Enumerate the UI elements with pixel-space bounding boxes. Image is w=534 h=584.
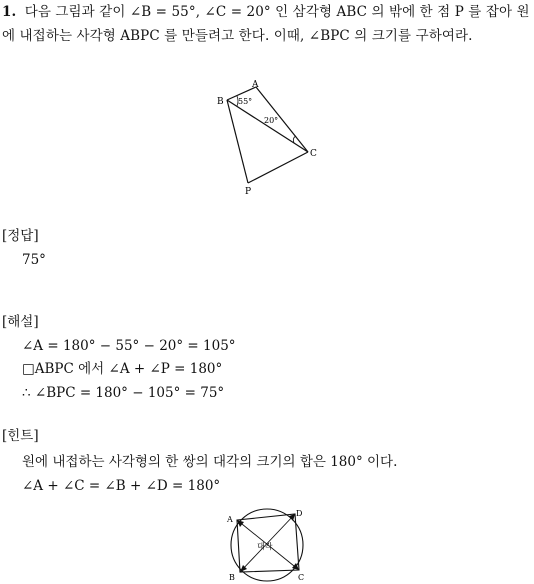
solution-heading: [해설] [2, 314, 39, 330]
label-c: C [310, 149, 317, 159]
hint-line: 원에 내접하는 사각형의 한 쌍의 대각의 크기의 합은 180° 이다. [22, 454, 398, 470]
answer-value: 75° [22, 252, 46, 268]
hint-line: ∠A + ∠C = ∠B + ∠D = 180° [22, 478, 221, 494]
segment-bc [227, 100, 308, 152]
segment-pc [248, 152, 308, 183]
center-label: 대각 [257, 542, 273, 551]
label-b: B [217, 97, 224, 107]
triangle-figure [200, 76, 330, 198]
solution-line: □ABPC 에서 ∠A + ∠P = 180° [22, 361, 223, 377]
solution-line: ∴ ∠BPC = 180° − 105° = 75° [22, 385, 225, 401]
cyclic-quadrilateral-figure [224, 506, 314, 584]
segment-bp [227, 100, 248, 183]
problem-number: 1. [2, 4, 17, 20]
label-a: A [252, 80, 259, 90]
label-b: B [229, 573, 235, 582]
hint-heading: [힌트] [2, 428, 39, 444]
label-a: A [227, 515, 233, 524]
label-c: C [298, 573, 305, 582]
angle-c-label: 20° [264, 116, 279, 125]
answer-heading: [정답] [2, 228, 39, 244]
label-p: P [245, 187, 252, 197]
solution-line: ∠A = 180° − 55° − 20° = 105° [22, 338, 236, 354]
angle-b-label: 55° [238, 97, 253, 106]
label-d: D [296, 509, 303, 518]
problem-text: 다음 그림과 같이 ∠B = 55°, ∠C = 20° 인 삼각형 ABC 의 밖에 한 점 P 를 잡아 원에 내접하는 사각형 ABPC 를 만들려고 한다. 이때, ∠BPC 의 크기를 구하여라. [2, 4, 530, 44]
problem-statement [2, 0, 532, 48]
